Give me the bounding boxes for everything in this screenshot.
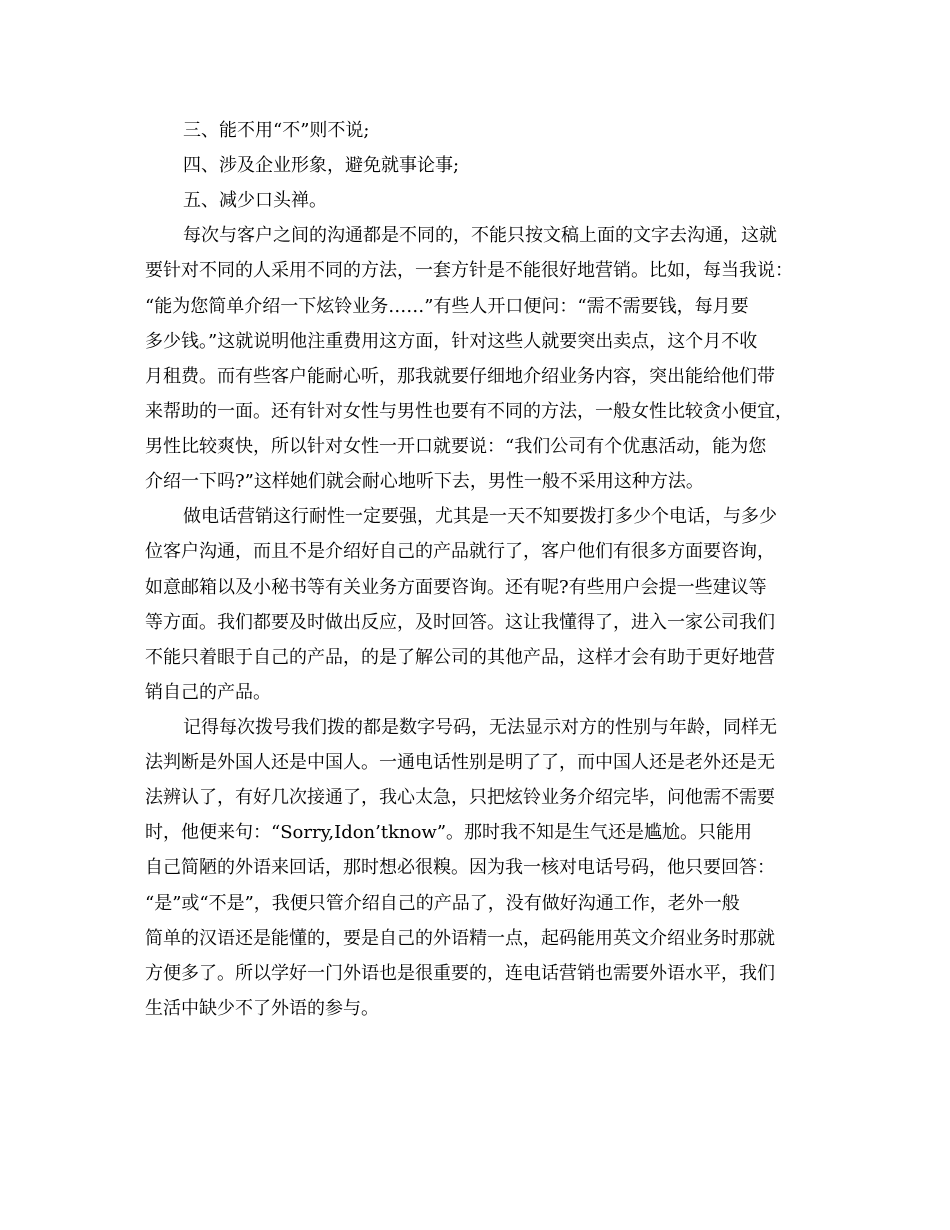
list-item: 四、涉及企业形象，避免就事论事; xyxy=(183,155,460,176)
paragraph-line: 方便多了。所以学好一门外语也是很重要的，连电话营销也需要外语水平，我们 xyxy=(145,963,775,984)
paragraph-line: 法辨认了，有好几次接通了，我心太急，只把炫铃业务介绍完毕，问他需不需要 xyxy=(145,787,775,808)
paragraph-line: 如意邮箱以及小秘书等有关业务方面要咨询。还有呢?有些用户会提一些建议等 xyxy=(145,577,767,598)
paragraph-line: 来帮助的一面。还有针对女性与男性也要有不同的方法，一般女性比较贪小便宜， xyxy=(145,401,793,422)
paragraph-line: 生活中缺少不了外语的参与。 xyxy=(145,998,379,1019)
list-item: 三、能不用“不”则不说; xyxy=(183,120,370,141)
paragraph-line: 等方面。我们都要及时做出反应，及时回答。这让我懂得了，进入一家公司我们 xyxy=(145,612,775,633)
paragraph-line: 月租费。而有些客户能耐心听，那我就要仔细地介绍业务内容，突出能给他们带 xyxy=(145,366,775,387)
paragraph-line: 位客户沟通，而且不是介绍好自己的产品就行了，客户他们有很多方面要咨询， xyxy=(145,541,775,562)
paragraph-line: “能为您简单介绍一下炫铃业务……”有些人开口便问：“需不需要钱，每月要 xyxy=(145,296,749,317)
paragraph-line: 要针对不同的人采用不同的方法，一套方针是不能很好地营销。比如，每当我说： xyxy=(145,260,793,281)
paragraph-line: 男性比较爽快，所以针对女性一开口就要说：“我们公司有个优惠活动，能为您 xyxy=(145,436,767,457)
paragraph-line: 自己简陋的外语来回话，那时想必很糗。因为我一核对电话号码，他只要回答： xyxy=(145,857,775,878)
paragraph-line: 不能只着眼于自己的产品，的是了解公司的其他产品，这样才会有助于更好地营 xyxy=(145,647,775,668)
paragraph-line: 每次与客户之间的沟通都是不同的，不能只按文稿上面的文字去沟通，这就 xyxy=(183,225,777,246)
paragraph-line: “是”或“不是”，我便只管介绍自己的产品了，没有做好沟通工作，老外一般 xyxy=(145,893,740,914)
paragraph-line: 多少钱。”这就说明他注重费用这方面，针对这些人就要突出卖点，这个月不收 xyxy=(145,331,758,352)
paragraph-line: 时，他便来句：“Sorry,Idon’tknow”。那时我不知是生气还是尴尬。只能用 xyxy=(145,822,753,843)
paragraph-line: 简单的汉语还是能懂的，要是自己的外语精一点，起码能用英文介绍业务时那就 xyxy=(145,928,775,949)
paragraph-line: 法判断是外国人还是中国人。一通电话性别是明了了，而中国人还是老外还是无 xyxy=(145,752,775,773)
paragraph-line: 记得每次拨号我们拨的都是数字号码，无法显示对方的性别与年龄，同样无 xyxy=(183,717,777,738)
paragraph-line: 销自己的产品。 xyxy=(145,682,271,703)
paragraph-line: 介绍一下吗?”这样她们就会耐心地听下去，男性一般不采用这种方法。 xyxy=(145,471,704,492)
paragraph-line: 做电话营销这行耐性一定要强，尤其是一天不知要拨打多少个电话，与多少 xyxy=(183,506,777,527)
list-item: 五、减少口头禅。 xyxy=(183,190,327,211)
